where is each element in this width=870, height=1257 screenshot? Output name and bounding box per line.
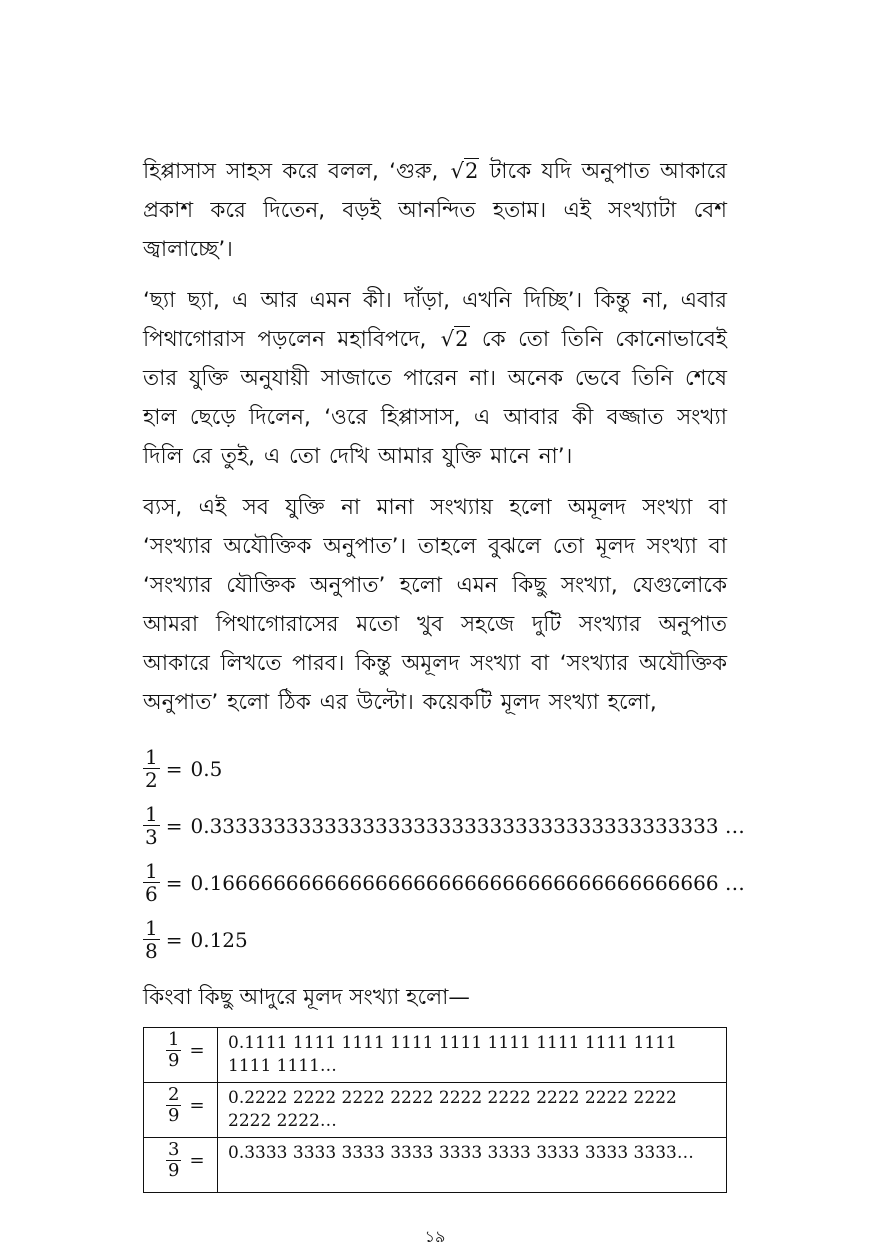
fraction [143,746,160,791]
value-cell: 0.2222 2222 2222 2222 2222 2222 2222 2222 2222 2222 2222… [218,1083,727,1138]
paragraph-2-text-end: কে তো তিনি কোনোভাবেই তার যুক্তি অনুযায়ী সাজাতে পারেন না। অনেক ভেবে তিনি শেষে হাল ছেড়ে দিলেন, ‘ওরে হিপ্পাসাস, এ আবার কী বজ্জাত সংখ্যা দিলি রে তুই, এ তো দেখি আমার যুক্তি মানে না’। [143,327,727,469]
lead-text: কিংবা কিছু আদুরে মূলদ সংখ্যা হলো— [143,985,470,1010]
equals-sign: = [165,756,183,781]
numerator: 1 [168,1029,180,1050]
value-cell: 0.1111 1111 1111 1111 1111 1111 1111 1111 1111 1111 1111… [218,1028,727,1083]
denominator: 8 [145,939,158,963]
denominator: 2 [145,768,158,792]
equals-sign: = [165,927,183,952]
numerator: 1 [145,802,158,826]
equation-row [143,740,727,797]
fraction-cell [144,1028,218,1083]
square-root-radicand: 2 [455,327,469,351]
equation-row [143,854,745,911]
paragraph-1-text-start: হিপ্পাসাস সাহস করে বলল, ‘গুরু, [143,159,449,184]
fraction-cell [144,1138,218,1193]
equation-row [143,911,727,968]
denominator: 3 [145,825,158,849]
decimal-value: 0.5 [190,756,223,781]
denominator: 9 [168,1160,180,1181]
decimal-table [143,1027,727,1193]
denominator: 6 [145,882,158,906]
fraction [143,860,160,905]
fraction [166,1140,181,1181]
equation-row [143,797,745,854]
decimal-value: 0.125 [190,927,248,952]
equals-sign: = [165,813,183,838]
paragraph-2 [143,281,727,476]
page-content [143,152,745,1193]
table-row [144,1028,727,1083]
equals-sign: = [189,1150,205,1171]
equals-sign: = [189,1040,205,1061]
paragraph-1 [143,152,727,269]
decimal-value: 0.1666666666666666666666666666666666666666 … [190,870,745,895]
page-number: ১৯ [424,1227,446,1246]
paragraph-1-text-end: টাকে যদি অনুপাত আকারে প্রকাশ করে দিতেন, বড়ই আনন্দিত হতাম। এই সংখ্যাটা বেশ জ্বালাচ্ছে’। [143,159,727,262]
numerator: 1 [145,916,158,940]
table-row [144,1138,727,1193]
denominator: 9 [168,1105,180,1126]
decimal-value: 0.3333333333333333333333333333333333333333 … [190,813,745,838]
square-root-2: √2 [440,327,469,351]
fraction [166,1030,181,1071]
fraction-cell [144,1083,218,1138]
square-root-radicand: 2 [464,159,479,183]
table-row [144,1083,727,1138]
equation-list [143,740,745,968]
fraction [166,1085,181,1126]
paragraph-2-text-start: ‘ছ্যা ছ্যা, এ আর এমন কী। দাঁড়া, এখনি দিচ্ছি’। কিন্তু না, এবার পিথাগোরাস পড়লেন মহাবিপদে, [143,288,727,352]
numerator: 1 [145,859,158,883]
numerator: 3 [168,1139,180,1160]
denominator: 9 [168,1050,180,1071]
equals-sign: = [189,1095,205,1116]
fraction [143,803,160,848]
fraction [143,917,160,962]
numerator: 2 [168,1084,180,1105]
equals-sign: = [165,870,183,895]
square-root-2: √2 [450,159,479,183]
value-cell: 0.3333 3333 3333 3333 3333 3333 3333 3333 3333… [218,1138,727,1193]
numerator: 1 [145,745,158,769]
paragraph-3: ব্যস, এই সব যুক্তি না মানা সংখ্যায় হলো অমূলদ সংখ্যা বা ‘সংখ্যার অযৌক্তিক অনুপাত’। তাহলে বুঝলে তো মূলদ সংখ্যা বা ‘সংখ্যার যৌক্তিক অনুপাত’ হলো এমন কিছু সংখ্যা, যেগুলোকে আমরা পিথাগোরাসের মতো খুব সহজে দুটি সংখ্যার অনুপাত আকারে লিখতে পারব। কিন্তু অমূলদ সংখ্যা বা ‘সংখ্যার অযৌক্তিক অনুপাত’ হলো ঠিক এর উল্টো। কয়েকটি মূলদ সংখ্যা হলো, [143,495,727,715]
